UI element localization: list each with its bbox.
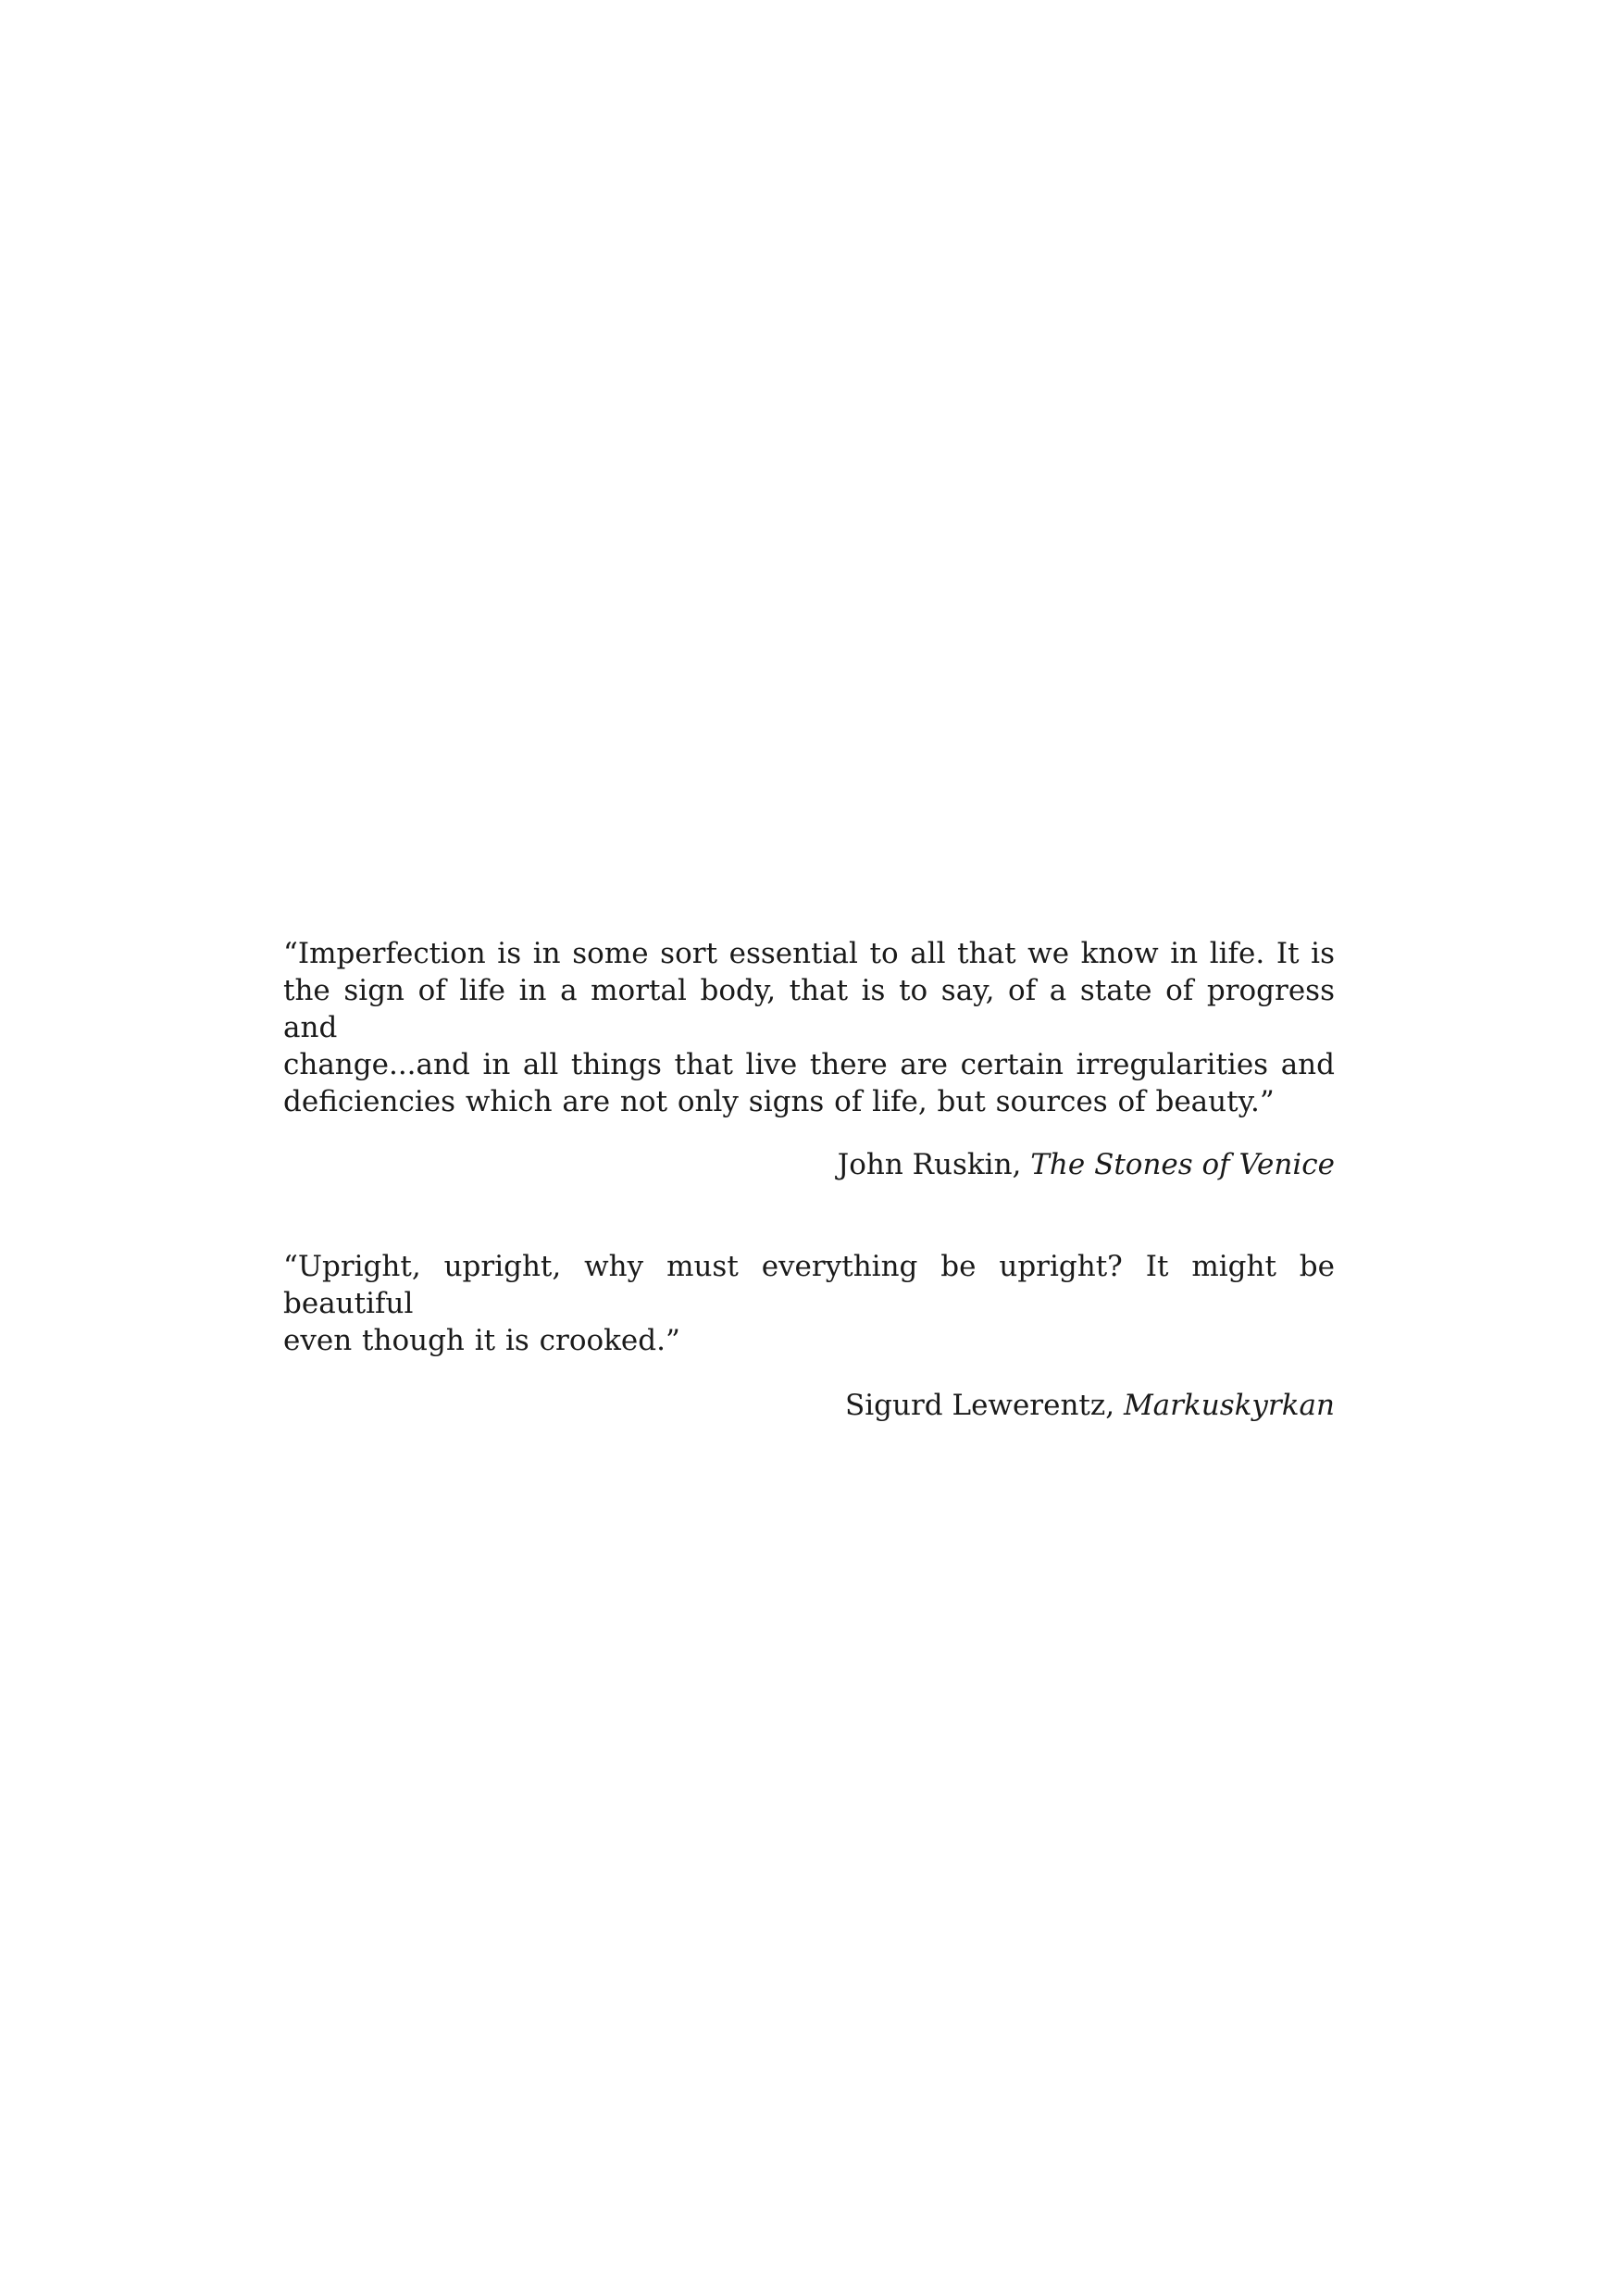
quote-text	[283, 935, 1335, 1120]
quote-attribution	[283, 1387, 1335, 1424]
quote-line: “Imperfection is in some sort essential to all that we know in life. It is	[283, 937, 1335, 970]
attribution-author: John Ruskin,	[837, 1148, 1022, 1181]
quote-line: deficiencies which are not only signs of life, but sources of beauty.”	[283, 1085, 1275, 1118]
quote-block-lewerentz	[283, 1248, 1335, 1424]
attribution-work: The Stones of Venice	[1030, 1148, 1335, 1181]
quote-text	[283, 1248, 1335, 1359]
quote-line: “Upright, upright, why must everything be upright? It might be beautiful	[283, 1250, 1335, 1320]
quote-line: change...and in all things that live there are certain irregularities and	[283, 1048, 1335, 1081]
attribution-work: Markuskyrkan	[1123, 1389, 1335, 1422]
quote-line: even though it is crooked.”	[283, 1324, 680, 1357]
quote-line: the sign of life in a mortal body, that is to say, of a state of progress and	[283, 974, 1335, 1044]
attribution-author: Sigurd Lewerentz,	[845, 1389, 1115, 1422]
epigraph-section	[283, 935, 1335, 1424]
quote-attribution	[283, 1146, 1335, 1183]
quote-block-ruskin	[283, 935, 1335, 1183]
